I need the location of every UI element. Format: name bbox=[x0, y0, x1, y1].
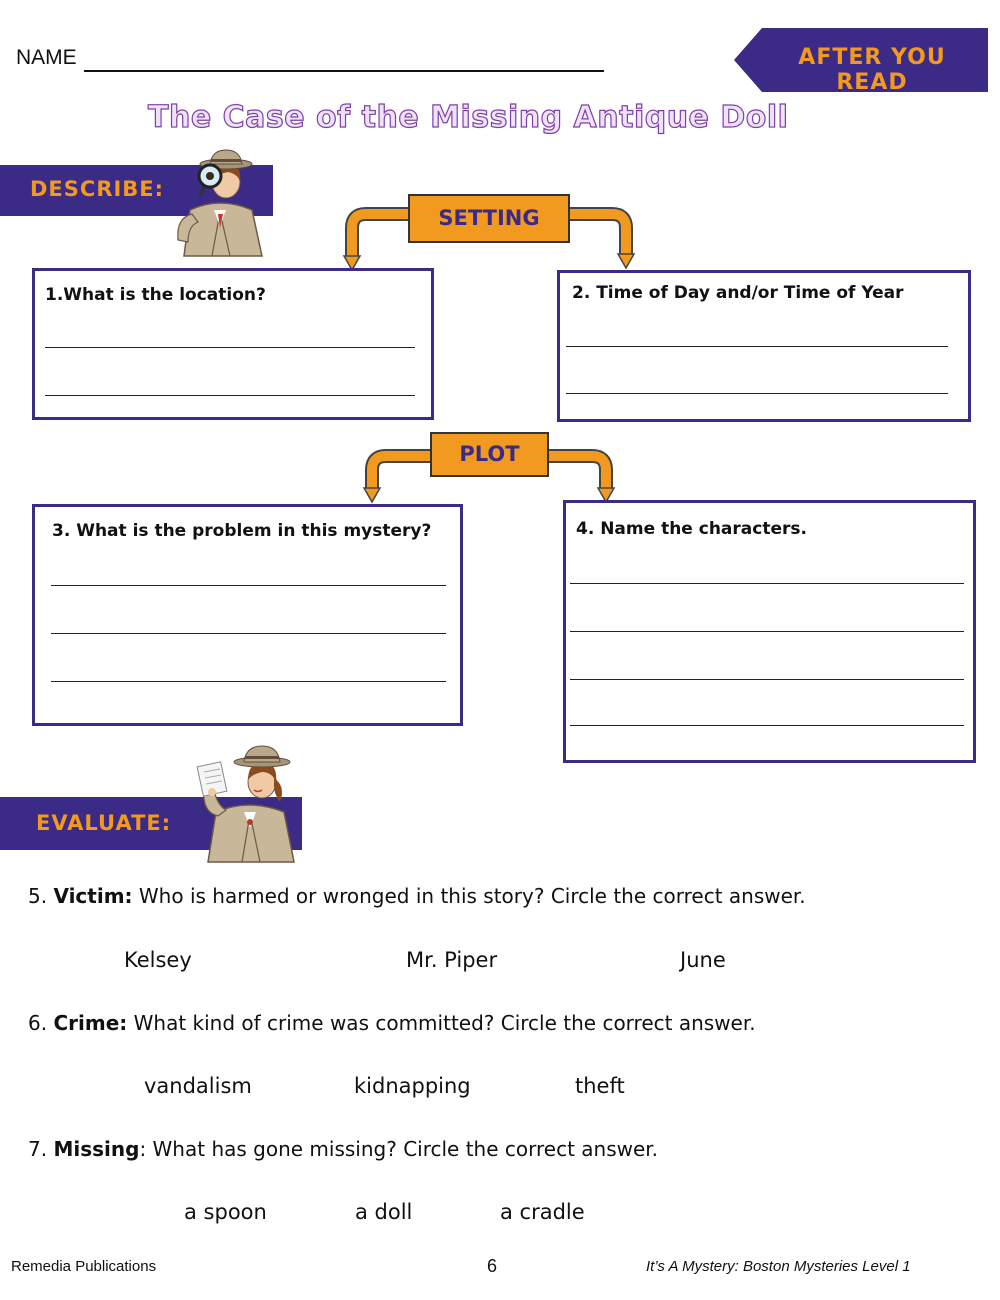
question-7-keyword: Missing bbox=[53, 1137, 140, 1161]
question-7-number: 7. bbox=[28, 1137, 54, 1161]
location-answer-box bbox=[32, 268, 434, 420]
question-3-text: 3. What is the problem in this mystery? bbox=[52, 521, 432, 541]
detective-reading-icon bbox=[194, 742, 304, 864]
answer-option[interactable]: a doll bbox=[355, 1200, 413, 1224]
question-7-text: : What has gone missing? Circle the correct answer. bbox=[139, 1137, 659, 1161]
question-5-keyword: Victim: bbox=[53, 884, 133, 908]
question-1-text: 1.What is the location? bbox=[45, 285, 266, 305]
name-label: NAME bbox=[16, 46, 77, 69]
answer-line[interactable] bbox=[566, 393, 948, 394]
page-title: The Case of the Missing Antique Doll bbox=[148, 100, 789, 135]
answer-line[interactable] bbox=[51, 681, 446, 682]
answer-option[interactable]: theft bbox=[575, 1074, 625, 1098]
question-4-text: 4. Name the characters. bbox=[576, 519, 807, 539]
question-6-text: What kind of crime was committed? Circle the correct answer. bbox=[127, 1011, 756, 1035]
evaluate-label: EVALUATE: bbox=[36, 811, 172, 835]
page-number: 6 bbox=[487, 1256, 498, 1276]
question-6-number: 6. bbox=[28, 1011, 54, 1035]
answer-line[interactable] bbox=[566, 346, 948, 347]
time-answer-box bbox=[557, 270, 971, 422]
answer-line[interactable] bbox=[570, 725, 964, 726]
plot-label: PLOT bbox=[430, 432, 549, 477]
detective-magnifier-icon bbox=[166, 148, 274, 258]
setting-label: SETTING bbox=[408, 194, 570, 243]
answer-option[interactable]: Kelsey bbox=[124, 948, 192, 972]
answer-option[interactable]: June bbox=[680, 948, 726, 972]
answer-line[interactable] bbox=[51, 633, 446, 634]
answer-line[interactable] bbox=[570, 583, 964, 584]
answer-line[interactable] bbox=[51, 585, 446, 586]
answer-option[interactable]: vandalism bbox=[144, 1074, 252, 1098]
footer-publisher: Remedia Publications bbox=[11, 1258, 157, 1275]
answer-option[interactable]: kidnapping bbox=[354, 1074, 471, 1098]
after-you-read-label: AFTER YOU READ bbox=[798, 45, 946, 95]
answer-line[interactable] bbox=[570, 679, 964, 680]
answer-option[interactable]: a spoon bbox=[184, 1200, 267, 1224]
problem-answer-box bbox=[32, 504, 463, 726]
question-5 bbox=[28, 884, 806, 908]
answer-line[interactable] bbox=[570, 631, 964, 632]
question-5-number: 5. bbox=[28, 884, 54, 908]
question-2-text: 2. Time of Day and/or Time of Year bbox=[572, 283, 904, 303]
describe-label: DESCRIBE: bbox=[30, 177, 165, 201]
answer-line[interactable] bbox=[45, 347, 415, 348]
answer-line[interactable] bbox=[45, 395, 415, 396]
name-line[interactable] bbox=[84, 70, 604, 72]
question-5-text: Who is harmed or wronged in this story? Circle the correct answer. bbox=[132, 884, 806, 908]
question-6-keyword: Crime: bbox=[53, 1011, 128, 1035]
answer-option[interactable]: a cradle bbox=[500, 1200, 585, 1224]
characters-answer-box bbox=[563, 500, 976, 763]
question-7 bbox=[28, 1137, 658, 1161]
answer-option[interactable]: Mr. Piper bbox=[406, 948, 498, 972]
footer-series: It’s A Mystery: Boston Mysteries Level 1 bbox=[646, 1258, 911, 1275]
after-you-read-tag bbox=[734, 28, 988, 95]
question-6 bbox=[28, 1011, 756, 1035]
